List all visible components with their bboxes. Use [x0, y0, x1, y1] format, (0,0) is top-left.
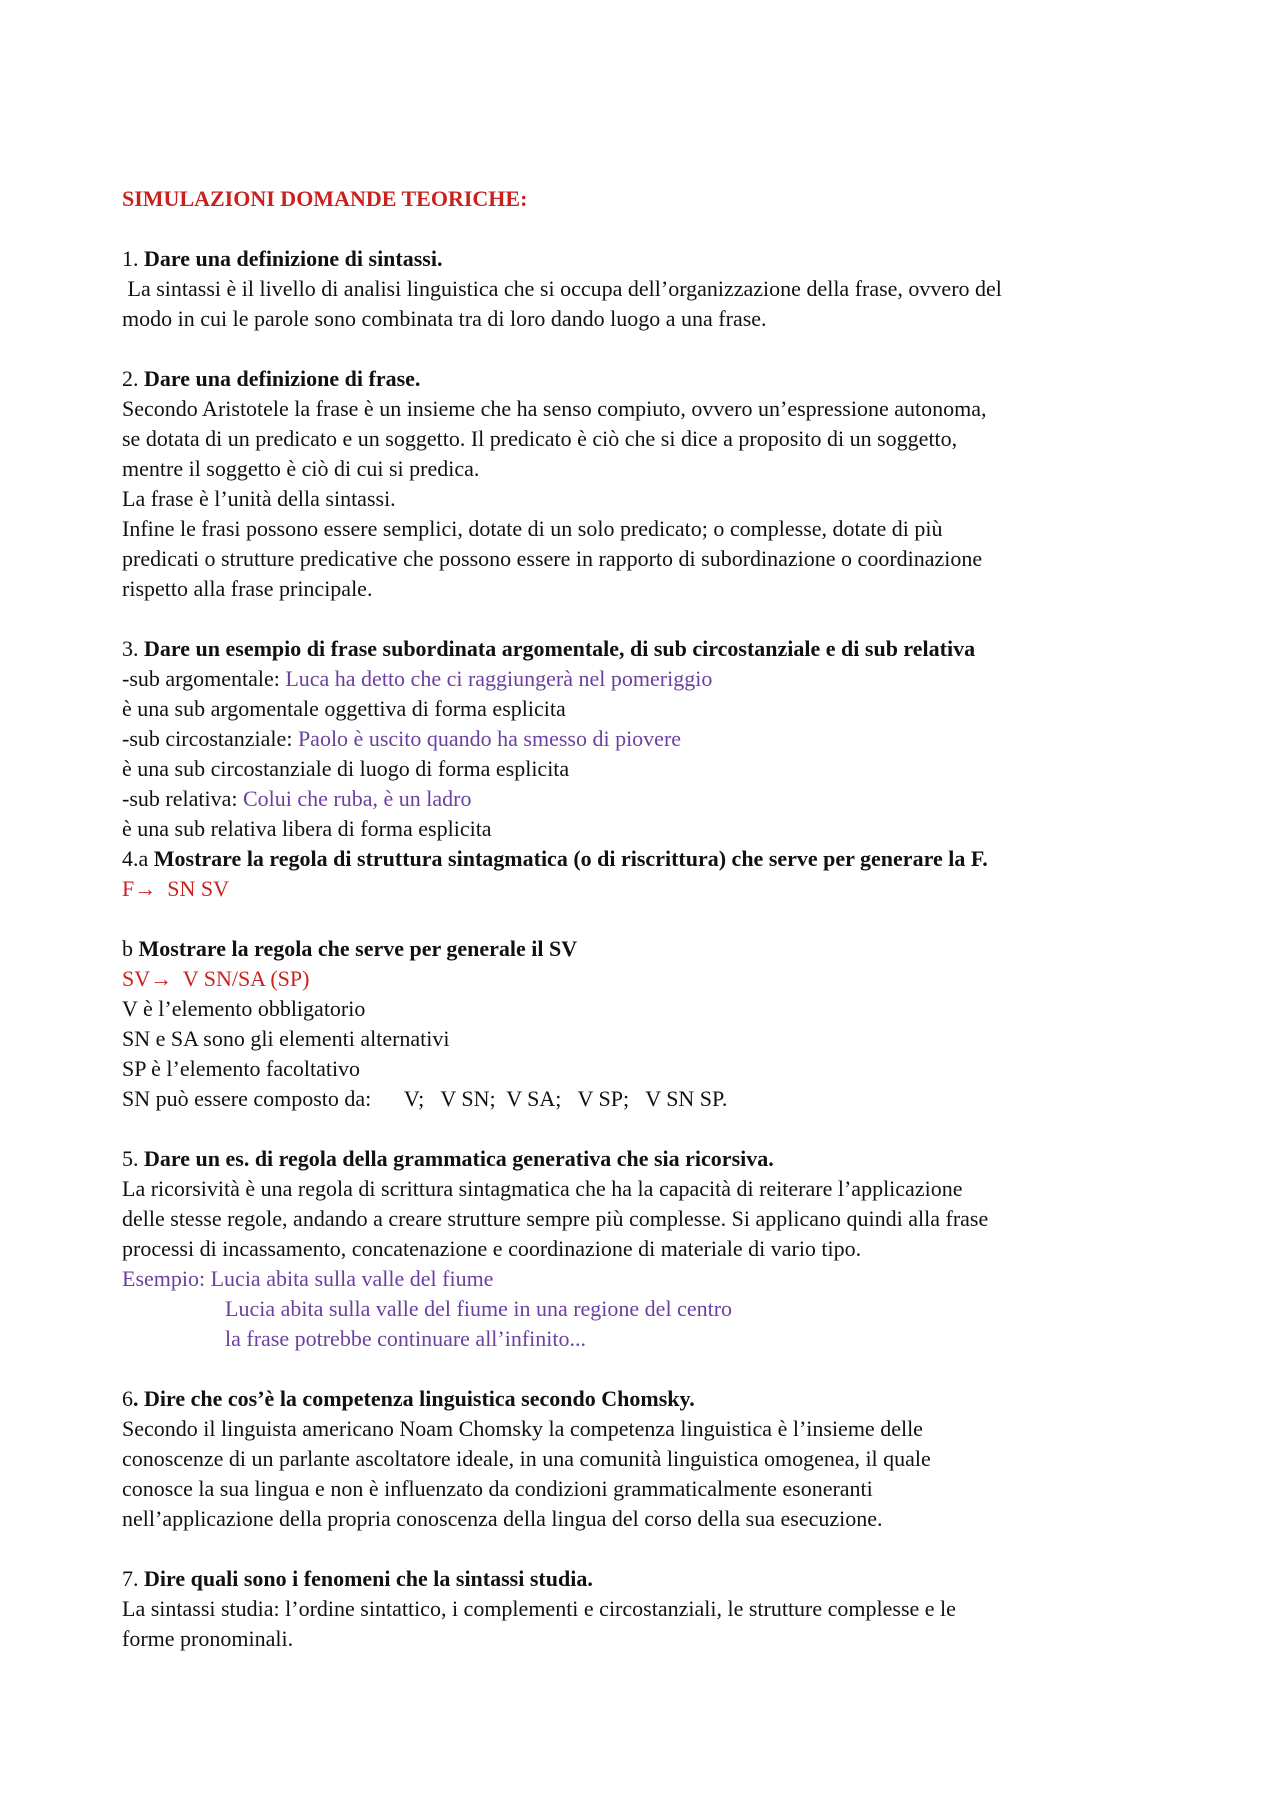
answer-line: è una sub argomentale oggettiva di forma esplicita: [122, 696, 566, 721]
answer-line: conoscenze di un parlante ascoltatore ideale, in una comunità linguistica omogenea, il quale: [122, 1446, 931, 1471]
answer-line: processi di incassamento, concatenazione e coordinazione di materiale di vario tipo.: [122, 1236, 862, 1261]
answer-line: nell’applicazione della propria conoscenza della lingua del corso della sua esecuzione.: [122, 1506, 883, 1531]
question-7-heading: [122, 1564, 1172, 1594]
answer-line: SP è l’elemento facoltativo: [122, 1056, 361, 1081]
answer-line: è una sub relativa libera di forma esplicita: [122, 816, 492, 841]
question-3-heading: [122, 634, 1172, 664]
question-6-heading: [122, 1384, 1172, 1414]
example-sentence: Colui che ruba, è un ladro: [242, 786, 472, 811]
answer-line: delle stesse regole, andando a creare strutture sempre più complesse. Si applicano quindi alla frase: [122, 1206, 989, 1231]
answer-line: Secondo Aristotele la frase è un insieme che ha senso compiuto, ovvero un’espressione autonoma,: [122, 396, 987, 421]
question-4b-heading: [122, 934, 1172, 964]
question-number: 3.: [122, 636, 144, 661]
question-text: Dare un es. di regola della grammatica generativa che sia ricorsiva.: [144, 1146, 774, 1171]
answer-line: forme pronominali.: [122, 1626, 294, 1651]
question-4a-heading: [122, 844, 1172, 874]
sub-circostanziale-line: [122, 724, 1172, 754]
document-page: [122, 184, 1172, 1654]
answer-line: V è l’elemento obbligatorio: [122, 996, 366, 1021]
example-sentence: la frase potrebbe continuare all’infinito...: [225, 1326, 587, 1351]
answer-line: rispetto alla frase principale.: [122, 576, 373, 601]
example-label: -sub relativa:: [122, 786, 243, 811]
question-number: 7.: [122, 1566, 144, 1591]
example-sentence: Lucia abita sulla valle del fiume: [210, 1266, 494, 1291]
example-label: Esempio:: [122, 1266, 211, 1291]
answer-line: Secondo il linguista americano Noam Chomsky la competenza linguistica è l’insieme delle: [122, 1416, 923, 1441]
answer-line: La ricorsività è una regola di scrittura sintagmatica che ha la capacità di reiterare l’applicazione: [122, 1176, 963, 1201]
question-text: Dire quali sono i fenomeni che la sintassi studia.: [144, 1566, 593, 1591]
example-sentence: Luca ha detto che ci raggiungerà nel pomeriggio: [285, 666, 713, 691]
example-line: [122, 1264, 1172, 1294]
question-text: Mostrare la regola di struttura sintagmatica (o di riscrittura) che serve per generare la F.: [153, 846, 988, 871]
question-number: 2.: [122, 366, 144, 391]
answer-line: modo in cui le parole sono combinata tra di loro dando luogo a una frase.: [122, 306, 767, 331]
answer-line: La sintassi studia: l’ordine sintattico, i complementi e circostanziali, le strutture complesse e le: [122, 1596, 956, 1621]
question-number: 6: [122, 1386, 133, 1411]
question-2-heading: [122, 364, 1172, 394]
question-number: b: [122, 936, 139, 961]
answer-line: La frase è l’unità della sintassi.: [122, 486, 396, 511]
answer-line: La sintassi è il livello di analisi linguistica che si occupa dell’organizzazione della frase, ovvero del: [122, 276, 1002, 301]
example-sentence: Paolo è uscito quando ha smesso di piovere: [297, 726, 682, 751]
answer-line: è una sub circostanziale di luogo di forma esplicita: [122, 756, 570, 781]
answer-line: mentre il soggetto è ciò di cui si predica.: [122, 456, 480, 481]
example-label: -sub circostanziale:: [122, 726, 298, 751]
sub-relativa-line: [122, 784, 1172, 814]
answer-line: predicati o strutture predicative che possono essere in rapporto di subordinazione o coordinazione: [122, 546, 983, 571]
rule-formula: F→ SN SV: [122, 876, 229, 901]
answer-line: SN e SA sono gli elementi alternativi: [122, 1026, 450, 1051]
question-5-heading: [122, 1144, 1172, 1174]
question-text: Dare una definizione di sintassi.: [144, 246, 443, 271]
example-sentence: Lucia abita sulla valle del fiume in una regione del centro: [225, 1296, 733, 1321]
answer-line: conosce la sua lingua e non è influenzato da condizioni grammaticalmente esoneranti: [122, 1476, 873, 1501]
answer-line: SN può essere composto da: V; V SN; V SA; V SP; V SN SP.: [122, 1086, 728, 1111]
answer-line: se dotata di un predicato e un soggetto. Il predicato è ciò che si dice a proposito di un soggetto,: [122, 426, 958, 451]
question-number: 5.: [122, 1146, 144, 1171]
question-text: Dare un esempio di frase subordinata argomentale, di sub circostanziale e di sub relativa: [144, 636, 976, 661]
example-label: -sub argomentale:: [122, 666, 286, 691]
question-number: 4.a: [122, 846, 154, 871]
document-title: SIMULAZIONI DOMANDE TEORICHE:: [122, 186, 528, 211]
question-1-heading: [122, 244, 1172, 274]
answer-line: Infine le frasi possono essere semplici, dotate di un solo predicato; o complesse, dotate di più: [122, 516, 943, 541]
question-text: . Dire che cos’è la competenza linguistica secondo Chomsky.: [133, 1386, 695, 1411]
rule-formula: SV→ V SN/SA (SP): [122, 966, 310, 991]
question-number: 1.: [122, 246, 144, 271]
sub-argomentale-line: [122, 664, 1172, 694]
question-text: Dare una definizione di frase.: [144, 366, 421, 391]
question-text: Mostrare la regola che serve per generale il SV: [138, 936, 578, 961]
